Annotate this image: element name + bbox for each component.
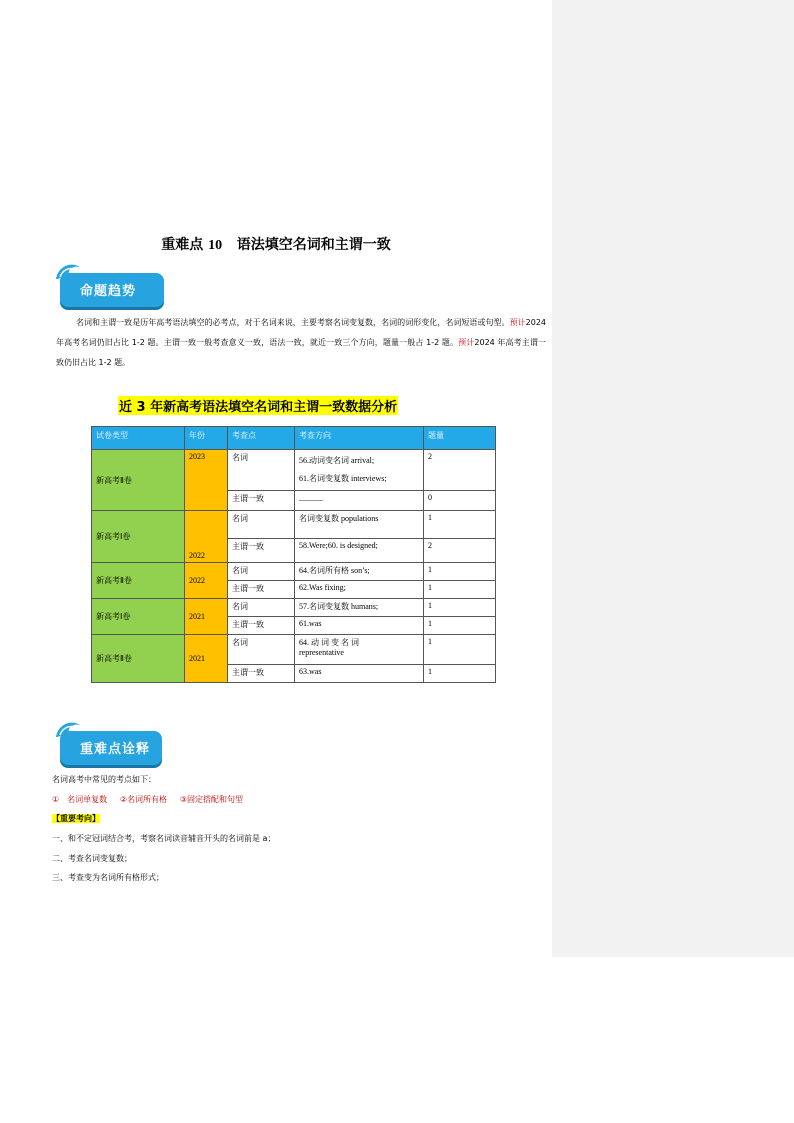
table-row <box>92 563 496 581</box>
header-count: 题量 <box>424 427 496 450</box>
direction-line: 56.动词变名词 arrival; <box>299 456 375 465</box>
direction-line: 64. 动 词 变 名 词 <box>299 638 359 647</box>
direction-cell <box>295 635 424 665</box>
intro-text-1: 名词和主谓一致是历年高考语法填空的必考点，对于名词来说，主要考察名词变复数，名词的词形变化，名词短语或句型。 <box>76 318 510 327</box>
wave-icon <box>54 719 82 741</box>
count-cell: 1 <box>424 635 496 665</box>
count-cell: 0 <box>424 491 496 511</box>
key-direction-line <box>52 813 100 824</box>
direction-cell: 61.was <box>295 617 424 635</box>
list-item: 三、考查变为名词所有格形式； <box>52 873 164 882</box>
explain-badge-label: 重难点诠释 <box>80 742 151 757</box>
table-row <box>92 450 496 491</box>
point-cell: 名词 <box>228 511 295 539</box>
table-row <box>92 511 496 539</box>
year-cell: 2021 <box>185 635 228 683</box>
table-title: 近 3 年新高考语法填空名词和主谓一致数据分析 <box>118 396 398 415</box>
point-1: ① 名词单复数 <box>52 795 108 804</box>
year-cell: 2023 <box>185 450 228 511</box>
point-2: ②名词所有格 <box>119 795 168 804</box>
table-row <box>92 599 496 617</box>
direction-line: 61.名词变复数 interviews; <box>299 474 387 483</box>
table-row <box>92 635 496 665</box>
point-cell: 名词 <box>228 635 295 665</box>
year-cell: 2021 <box>185 599 228 635</box>
direction-line: representative <box>299 648 344 657</box>
point-cell: 主谓一致 <box>228 665 295 683</box>
year-cell: 2022 <box>185 511 228 563</box>
page-title <box>0 234 552 254</box>
year-cell: 2022 <box>185 563 228 599</box>
header-paper: 试卷类型 <box>92 427 185 450</box>
point-3: ③固定搭配和句型 <box>179 795 243 804</box>
point-cell: 名词 <box>228 450 295 491</box>
point-cell: 名词 <box>228 599 295 617</box>
direction-cell: 58.Were;60. is designed; <box>295 539 424 563</box>
data-table <box>91 426 496 683</box>
count-cell: 1 <box>424 511 496 539</box>
direction-cell: 64.名词所有格 son’s; <box>295 563 424 581</box>
count-cell: 1 <box>424 563 496 581</box>
title-number: 10 <box>208 238 223 253</box>
direction-cell: 63.was <box>295 665 424 683</box>
point-cell: 主谓一致 <box>228 491 295 511</box>
count-cell: 2 <box>424 450 496 491</box>
header-year: 年份 <box>185 427 228 450</box>
paper-cell: 新高考Ⅰ卷 <box>92 511 185 563</box>
comment-pane <box>552 0 794 957</box>
intro-paragraph <box>56 313 546 373</box>
intro-red-1: 预计 <box>509 318 526 327</box>
header-direction: 考查方向 <box>295 427 424 450</box>
intro-red-2: 预计 <box>458 338 475 347</box>
count-cell: 2 <box>424 539 496 563</box>
list-item: 二、考查名词变复数； <box>52 854 132 863</box>
intro-text-3: 2024 年高考主谓一致仍旧占比 1-2 题。 <box>56 338 547 367</box>
explain-badge <box>60 731 162 765</box>
title-prefix: 重难点 <box>161 237 204 253</box>
points-line <box>52 794 243 805</box>
wave-icon <box>54 261 82 283</box>
list-item: 一、和不定冠词结合考，考察名词读音辅音开头的名词前是 a； <box>52 834 276 843</box>
paper-cell: 新高考Ⅱ卷 <box>92 450 185 511</box>
paper-cell: 新高考Ⅱ卷 <box>92 563 185 599</box>
paper-cell: 新高考Ⅱ卷 <box>92 635 185 683</box>
header-point: 考查点 <box>228 427 295 450</box>
intro-text-2: 2024 年高考名词仍旧占比 1-2 题。主谓一致一般考查意义一致，语法一致，就近一致三个方向，题量一般占 1-2 题。 <box>56 318 546 347</box>
point-cell: 名词 <box>228 563 295 581</box>
count-cell: 1 <box>424 617 496 635</box>
point-cell: 主谓一致 <box>228 617 295 635</box>
direction-cell <box>295 450 424 491</box>
paper-cell: 新高考Ⅰ卷 <box>92 599 185 635</box>
trend-badge <box>60 273 164 307</box>
trend-badge-label: 命题趋势 <box>80 284 137 299</box>
points-intro: 名词高考中常见的考点如下： <box>52 775 156 784</box>
direction-cell: ______ <box>295 491 424 511</box>
point-cell: 主谓一致 <box>228 581 295 599</box>
count-cell: 1 <box>424 599 496 617</box>
count-cell: 1 <box>424 665 496 683</box>
point-cell: 主谓一致 <box>228 539 295 563</box>
direction-cell: 名词变复数 populations <box>295 511 424 539</box>
table-header-row <box>92 427 496 450</box>
direction-cell: 57.名词变复数 humans; <box>295 599 424 617</box>
key-direction-label: 【重要考向】 <box>52 814 100 823</box>
count-cell: 1 <box>424 581 496 599</box>
title-text: 语法填空名词和主谓一致 <box>236 237 391 253</box>
direction-cell: 62.Was fixing; <box>295 581 424 599</box>
